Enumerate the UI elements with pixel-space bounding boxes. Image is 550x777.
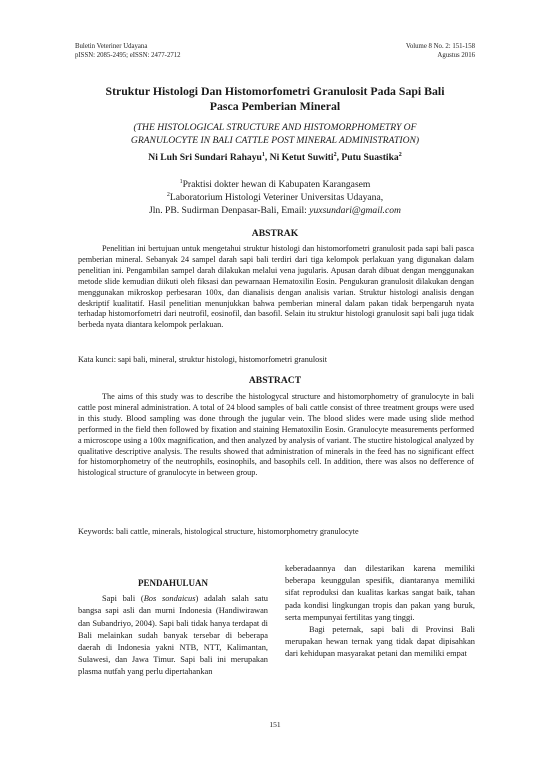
right-column [285,563,475,661]
issue-date: Agustus 2016 [437,52,475,59]
intro-paragraph-2: Bagi peternak, sapi bali di Provinsi Bali merupakan hewan ternak yang tidak dapat dipisahkan dari kehidupan masyarakat petani dan memiliki empat [285,625,475,659]
affiliations [70,178,480,217]
subtitle-line-2: GRANULOCYTE IN BALI CATTLE POST MINERAL ADMINISTRATION) [130,134,420,146]
email-link[interactable]: yuxsundari@gmail.com [309,205,401,216]
address: Jln. PB. Sudirman Denpasar-Bali, Email: [149,205,310,216]
journal-name: Buletin Veteriner Udayana [75,43,148,50]
author-1-affiliation: 1 [261,151,265,158]
author-3-affiliation: 2 [398,151,402,158]
abstrak-text: Penelitian ini bertujuan untuk mengetahui struktur histologi dan histomorfometri granulosit pada sapi bali pasca pemberian mineral. Sebanyak 24 sampel darah sapi bali terdiri dari tiga kelompok perlakuan yang digunakan dalam penelitian ini. Pengambilan sampel darah dilakukan melalui vena jugularis. Apusan darah dibuat dengan menggunakan metode slide kemudian diikuti oleh fiksasi dan pewarnaan Hematoxilin Eosin. Pengukuran granulosit dilakukan dengan menggunakan mikroskop perbesaran 100x, dan dianalisis dengan analisis varian. Struktur histologi analisis dengan deskriptif kualitatif. Hasil penelitian menunjukkan bahwa pemberian mineral dalam pakan tidak berpengaruh nyata terhadap histomorfometri dari neutrofil, eosinofil, dan basofil. Selain itu struktur histologi granulosit sapi bali juga tidak berbeda nyata diantara kelompok perlakuan. [78,244,474,330]
author-2-affiliation: 2 [333,151,337,158]
affiliation-1-marker: 1 [179,178,183,185]
affiliation-2-marker: 2 [166,191,170,198]
running-header-left [75,42,181,60]
left-column [78,577,268,679]
author-2: Ni Ketut Suwiti [269,152,334,163]
english-title [80,122,470,147]
species-name: Bos sondaicus [143,594,196,604]
intro-paragraph-1: Sapi bali (Bos sondaicus) adalah salah satu bangsa sapi asli dan murni Indonesia (Handiwirawan dan Subandriyo, 2004). Sapi bali tidak hanya terdapat di Bali melainkan sudah banyak tersebar di beberapa daerah di Indonesia yakni NTB, NTT, Kalimantan, Sulawesi, dan Jawa Timur. Sapi bali ini merupakan plasma nutfah yang perlu dipertahankan [78,594,268,677]
page-number: 151 [269,720,281,729]
kata-kunci: Kata kunci: sapi bali, mineral, struktur histologi, histomorfometri granulosit [78,355,327,364]
issn: pISSN: 2085-2495; eISSN: 2477-2712 [75,52,181,59]
title-line-1: Struktur Histologi Dan Histomorfometri Granulosit Pada Sapi Bali [105,84,445,98]
subtitle-line-1: (THE HISTOLOGICAL STRUCTURE AND HISTOMORPHOMETRY OF [133,122,417,133]
pendahuluan-heading: PENDAHULUAN [137,578,208,588]
abstract-text: The aims of this study was to describe the histologycal structure and histomorphometry of granulocyte in bali cattle post mineral administration. A total of 24 blood samples of bali cattle consist of three treatment groups were used in this study. Blood sampling was done through the jugular vein. The blood slides were made using slide method performed in the field then followed by fixation and staining Hematoxilin Eosin. Granulocyte measurements performed a microscope using a 100x magnification, and then analyzed by analysis of variant. The stuctire histological analyzed by qualitative descriptive analysis. The results showed that administration of minerals in the feed has no significant effect for histomorphometry of the neutrophils, eosinophils, and basophils cell. In addition, there was alsos no defference of histological structure of granulocyte in between group. [78,392,474,478]
abstract-heading: ABSTRACT [248,375,302,386]
running-header-right [406,42,475,60]
intro-paragraph-1-cont: keberadaannya dan dilestarikan karena memiliki beberapa keunggulan spesifik, diantaranya memiliki sifat reproduksi dan kualitas karkas sangat baik, tahan pada kondisi lingkungan tropis dan pakan yang buruk, serta mempunyai fertilitas yang tinggi. [285,564,475,622]
affiliation-1: Praktisi dokter hewan di Kabupaten Karangasem [182,179,371,190]
author-list: Ni Luh Sri Sundari Rahayu$^1$, Ni Ketut Suwiti$^2$, Putu Suastika$^2$ [148,151,402,163]
author-3: Putu Suastika [341,152,399,163]
abstrak-heading: ABSTRAK [251,228,299,239]
paper-title [70,84,480,114]
volume-info: Volume 8 No. 2: 151-158 [405,43,475,50]
affiliation-2: Laboratorium Histologi Veteriner Universitas Udayana, [169,192,384,203]
author-1: Ni Luh Sri Sundari Rahayu [148,152,262,163]
keywords: Keywords: bali cattle, minerals, histological structure, histomorphometry granulocyte [78,527,359,536]
title-line-2: Pasca Pemberian Mineral [209,99,341,113]
